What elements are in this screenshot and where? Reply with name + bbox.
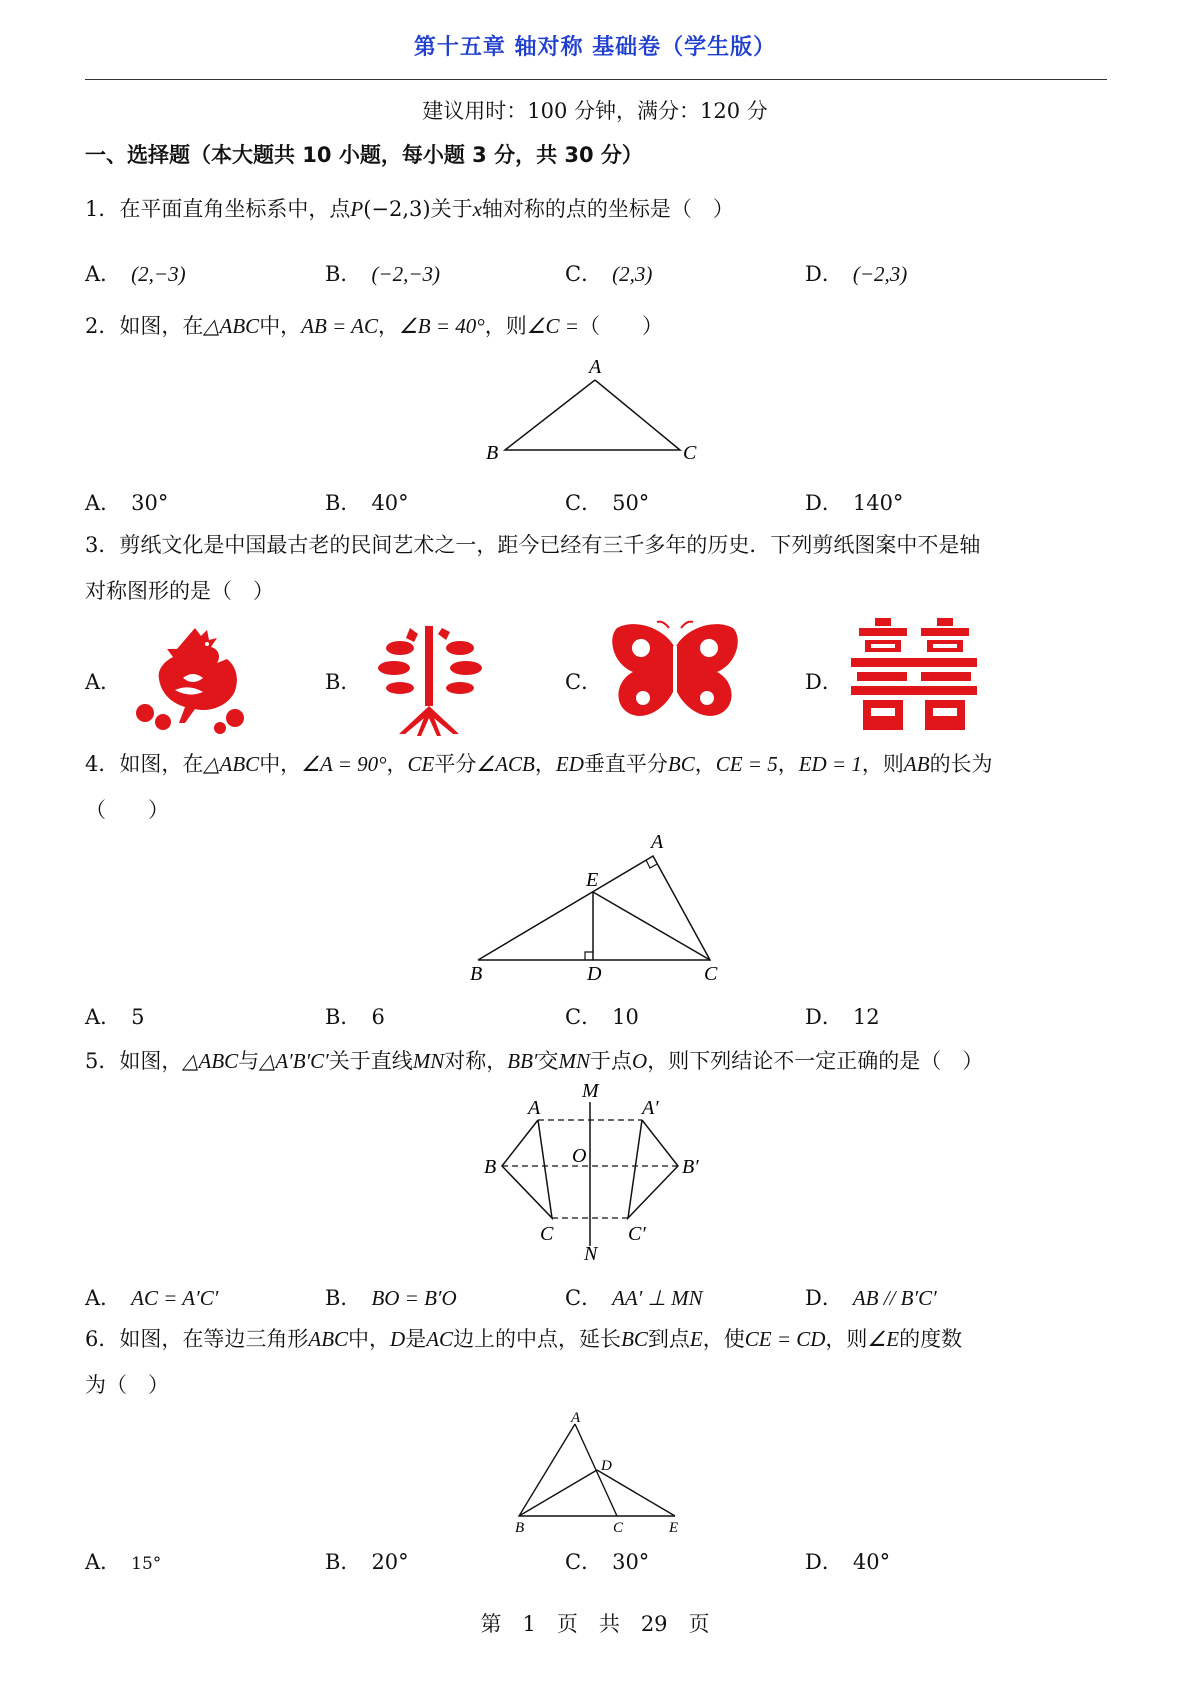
option-d[interactable]: D． bbox=[805, 670, 843, 694]
option-d[interactable]: D． 40° bbox=[805, 1550, 891, 1574]
header-divider bbox=[85, 79, 1107, 80]
svg-text:D: D bbox=[601, 1458, 612, 1474]
option-b[interactable]: B． BO = B′O bbox=[325, 1286, 457, 1310]
option-d[interactable]: D． 12 bbox=[805, 1005, 880, 1029]
svg-text:D: D bbox=[587, 963, 602, 982]
svg-text:A′: A′ bbox=[642, 1097, 659, 1119]
tree-papercut-icon bbox=[370, 618, 490, 743]
question-6: 6．如图，在等边三角形ABC中，D是AC边上的中点，延长BC到点E，使CE = CD，则∠E的度数 为（ ） bbox=[85, 1327, 963, 1397]
option-b[interactable]: B． 20° bbox=[325, 1550, 409, 1574]
option-d[interactable]: D． (−2,3) bbox=[805, 262, 908, 286]
svg-text:A: A bbox=[589, 356, 602, 378]
svg-text:O: O bbox=[572, 1145, 587, 1167]
svg-text:E: E bbox=[669, 1520, 679, 1536]
svg-text:C: C bbox=[613, 1520, 624, 1536]
svg-text:C′: C′ bbox=[628, 1223, 646, 1245]
svg-text:M: M bbox=[582, 1080, 599, 1102]
question-2-options bbox=[85, 487, 1107, 527]
question-1: 1．在平面直角坐标系中，点P(−2,3)关于x轴对称的点的坐标是（ ） bbox=[85, 197, 734, 221]
option-b[interactable]: B． (−2,−3) bbox=[325, 262, 441, 286]
option-b[interactable]: B． 40° bbox=[325, 491, 409, 515]
option-d[interactable]: D． AB // B′C′ bbox=[805, 1286, 937, 1310]
svg-text:A: A bbox=[651, 831, 664, 853]
option-a[interactable]: A． 30° bbox=[85, 491, 169, 515]
svg-text:E: E bbox=[586, 869, 599, 891]
svg-text:B: B bbox=[484, 1156, 497, 1178]
svg-text:N: N bbox=[584, 1243, 598, 1260]
option-a[interactable]: A． AC = A′C′ bbox=[85, 1286, 219, 1310]
svg-text:A: A bbox=[571, 1410, 581, 1426]
option-c[interactable]: C． 50° bbox=[565, 491, 650, 515]
option-c[interactable]: C． 30° bbox=[565, 1550, 650, 1574]
option-a[interactable]: A． (2,−3) bbox=[85, 262, 186, 286]
option-c[interactable]: C． AA′ ⊥ MN bbox=[565, 1286, 703, 1310]
section-title: 一、选择题（本大题共 10 小题，每小题 3 分，共 30 分） bbox=[85, 143, 643, 167]
butterfly-papercut-icon bbox=[605, 618, 745, 743]
option-b[interactable]: B． 6 bbox=[325, 1005, 385, 1029]
rooster-papercut-icon bbox=[125, 618, 255, 743]
triangle-abc-figure bbox=[480, 355, 710, 470]
equilateral-triangle-figure bbox=[505, 1410, 695, 1538]
svg-text:A: A bbox=[528, 1097, 541, 1119]
time-score-info: 建议用时：100 分钟，满分：120 分 bbox=[422, 99, 768, 123]
page-title: 第十五章 轴对称 基础卷（学生版） bbox=[413, 35, 777, 60]
question-6-options bbox=[85, 1546, 1107, 1586]
svg-text:B: B bbox=[486, 442, 499, 464]
question-4: 4．如图，在△ABC中，∠A = 90°，CE平分∠ACB，ED垂直平分BC，CE = 5，ED = 1，则AB的长为 （ ） bbox=[85, 752, 993, 822]
option-c[interactable]: C． bbox=[565, 670, 603, 694]
option-a[interactable]: A． bbox=[85, 670, 122, 694]
option-d[interactable]: D． 140° bbox=[805, 491, 904, 515]
svg-text:C: C bbox=[683, 442, 697, 464]
axial-symmetry-figure bbox=[470, 1080, 720, 1260]
svg-text:C: C bbox=[540, 1223, 554, 1245]
svg-text:C: C bbox=[704, 963, 718, 982]
option-b[interactable]: B． bbox=[325, 670, 362, 694]
triangle-abc-bisector-figure bbox=[460, 830, 730, 982]
option-c[interactable]: C． 10 bbox=[565, 1005, 639, 1029]
double-happiness-papercut-icon bbox=[851, 618, 977, 735]
svg-text:B′: B′ bbox=[682, 1156, 699, 1178]
page-footer: 第 1 页 共 29 页 bbox=[480, 1612, 710, 1636]
question-3-options bbox=[85, 618, 1107, 738]
option-a[interactable]: A． 5 bbox=[85, 1005, 145, 1029]
question-1-options bbox=[85, 258, 1107, 298]
question-4-options bbox=[85, 1001, 1107, 1041]
option-c[interactable]: C． (2,3) bbox=[565, 262, 653, 286]
svg-text:B: B bbox=[470, 963, 483, 982]
question-3: 3．剪纸文化是中国最古老的民间艺术之一，距今已经有三千多年的历史．下列剪纸图案中不是轴 对称图形的是（ ） bbox=[85, 533, 981, 603]
question-2: 2．如图，在△ABC中，AB = AC，∠B = 40°，则∠C =（ ） bbox=[85, 314, 663, 338]
svg-text:B: B bbox=[515, 1520, 525, 1536]
option-a[interactable]: A． 15° bbox=[85, 1550, 162, 1574]
question-5: 5．如图，△ABC与△A′B′C′关于直线MN对称，BB′交MN于点O，则下列结论不一定正确的是（ ） bbox=[85, 1049, 984, 1073]
